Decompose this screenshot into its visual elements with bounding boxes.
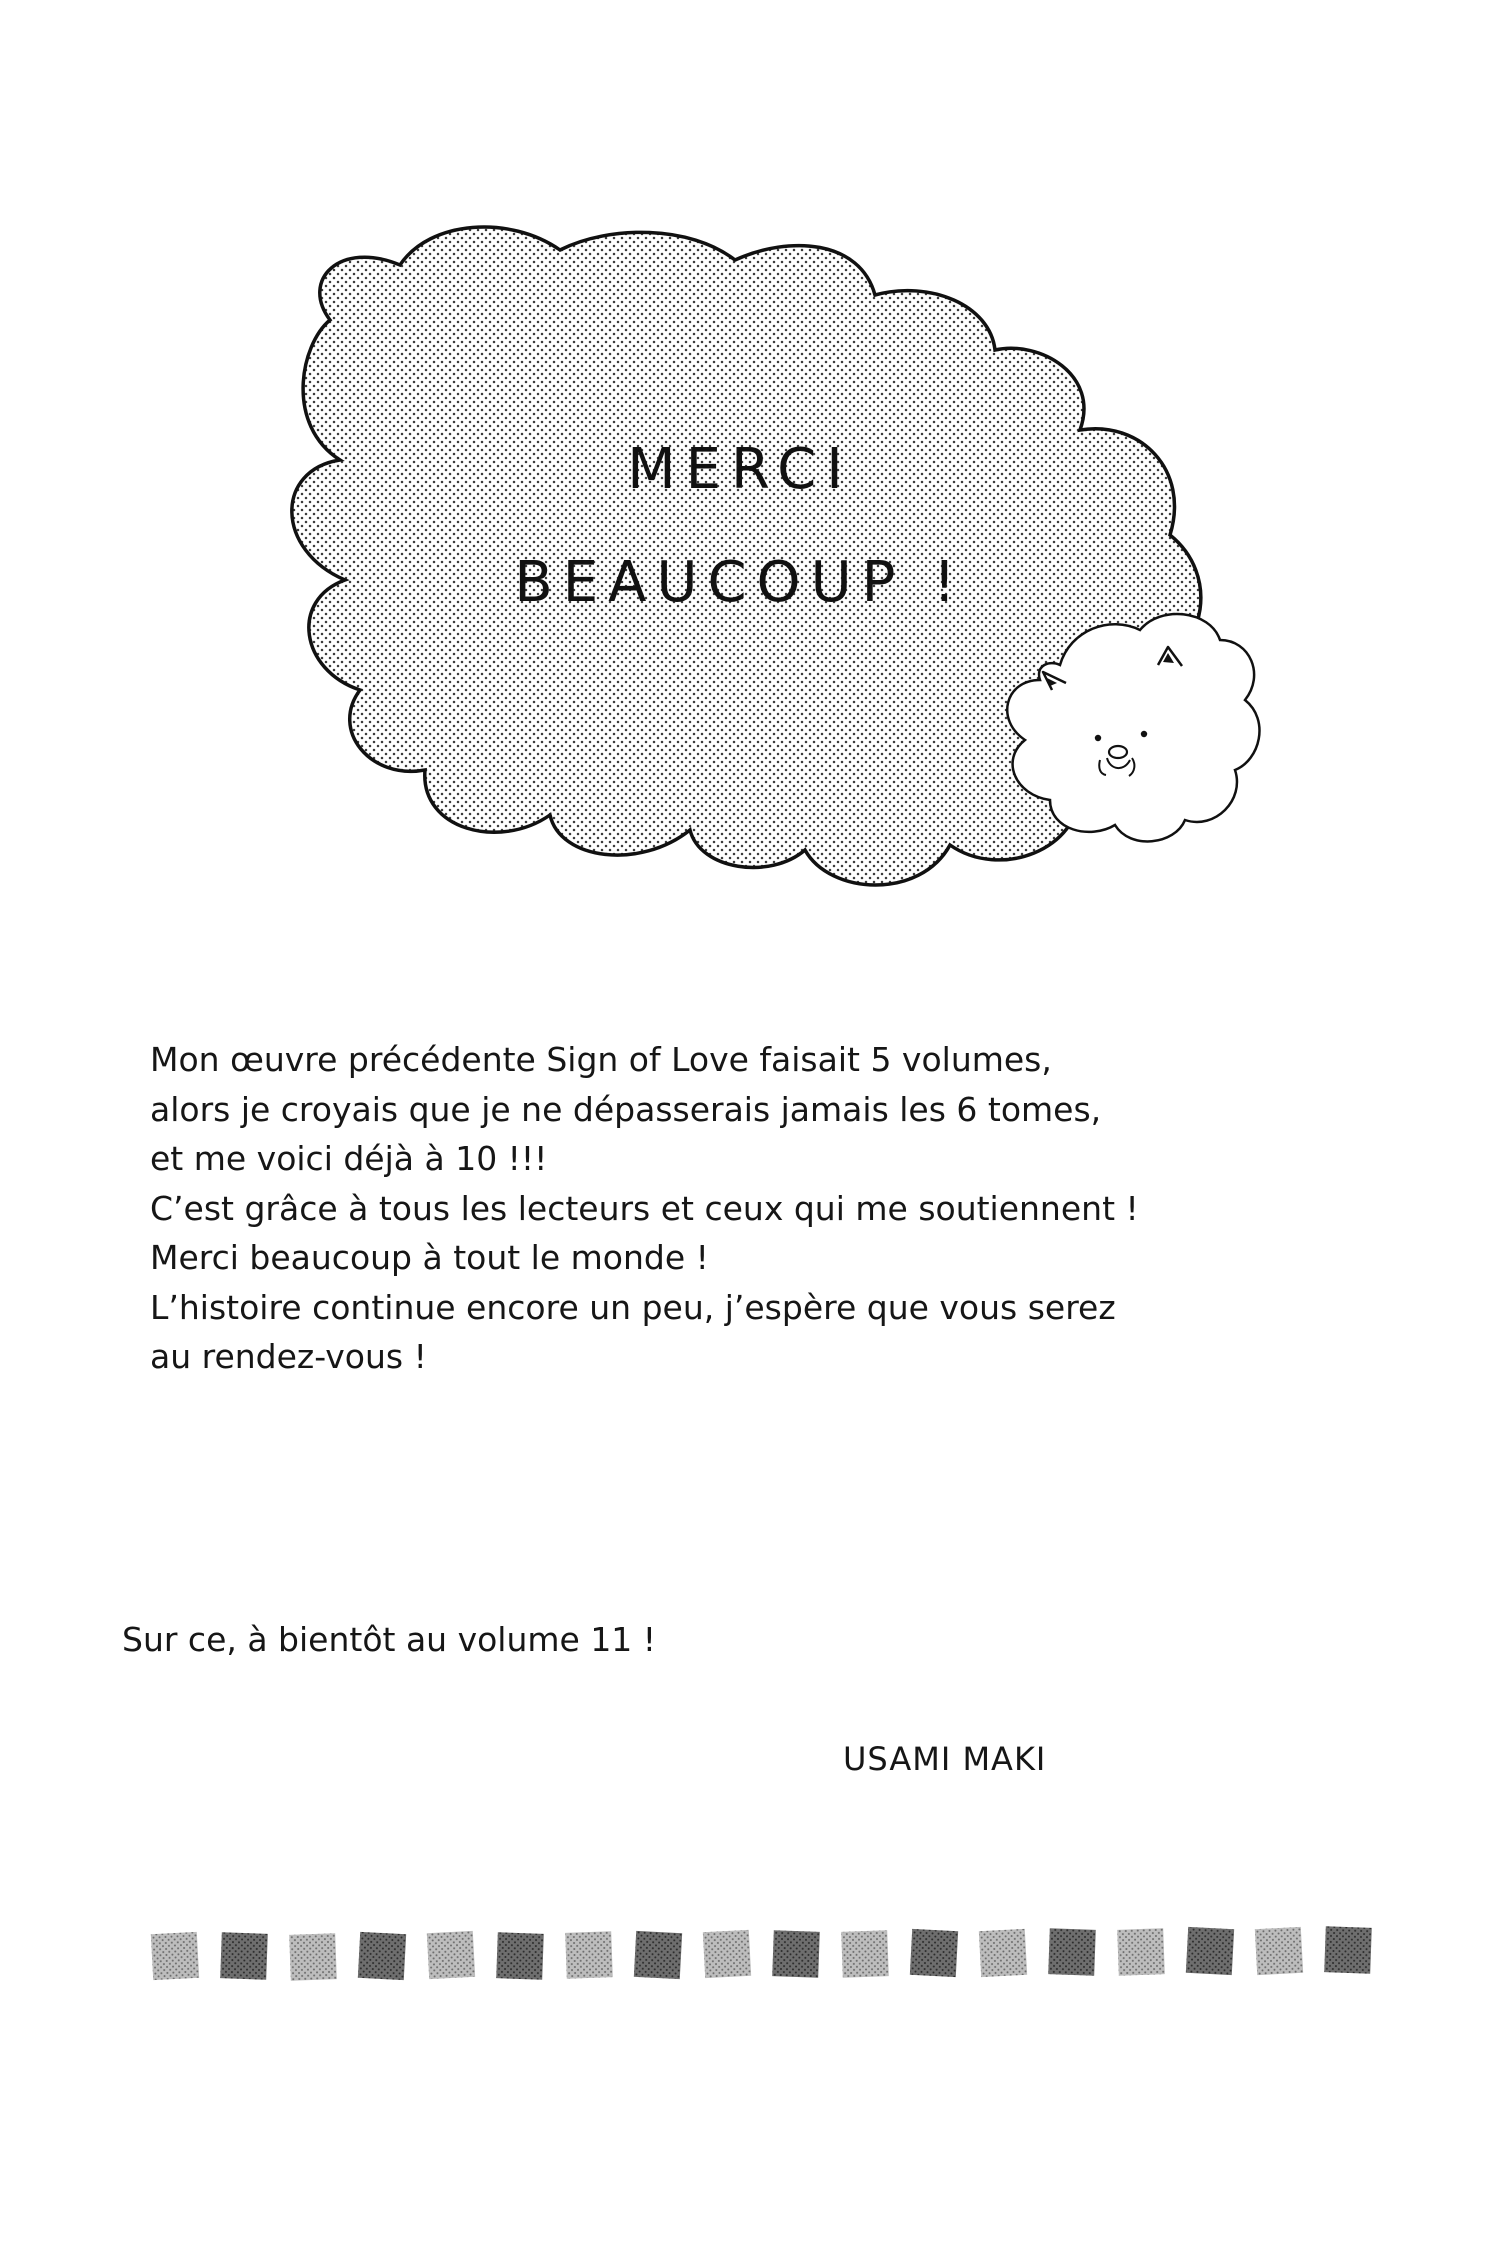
border-square — [979, 1929, 1027, 1977]
afterword-message — [150, 1035, 1270, 1382]
border-square — [1048, 1928, 1096, 1976]
message-line: Merci beaucoup à tout le monde ! — [150, 1238, 709, 1277]
border-square — [151, 1932, 199, 1980]
author-signature: USAMI MAKI — [843, 1740, 1047, 1778]
message-line: au rendez-vous ! — [150, 1337, 427, 1376]
border-square — [427, 1931, 475, 1979]
border-square — [1324, 1926, 1372, 1974]
border-square — [703, 1930, 751, 1978]
cloud-title-line-1: MERCI — [627, 437, 853, 502]
message-line: alors je croyais que je ne dépasserais jamais les 6 tomes, — [150, 1089, 1102, 1129]
cloud-title-line-2: BEAUCOUP ! — [514, 550, 966, 615]
border-square — [496, 1932, 544, 1980]
border-square — [910, 1929, 958, 1977]
border-square — [1117, 1928, 1165, 1976]
border-square — [289, 1933, 337, 1981]
closing-line: Sur ce, à bientôt au volume 11 ! — [122, 1620, 657, 1659]
border-square — [358, 1932, 406, 1980]
message-line: C’est grâce à tous les lecteurs et ceux qui me soutiennent ! — [150, 1188, 1139, 1228]
border-square — [565, 1931, 613, 1979]
border-square — [220, 1932, 268, 1980]
message-line: L’histoire continue encore un peu, j’espère que vous serez — [150, 1287, 1116, 1327]
message-line: Mon œuvre précédente Sign of Love faisait 5 volumes, — [150, 1040, 1052, 1079]
border-square — [634, 1931, 682, 1979]
message-line: et me voici déjà à 10 !!! — [150, 1139, 548, 1178]
decorative-square-border — [151, 1926, 1372, 1981]
border-square — [1186, 1927, 1234, 1975]
border-square — [772, 1930, 820, 1978]
border-square — [1255, 1927, 1303, 1975]
border-square — [841, 1930, 889, 1978]
